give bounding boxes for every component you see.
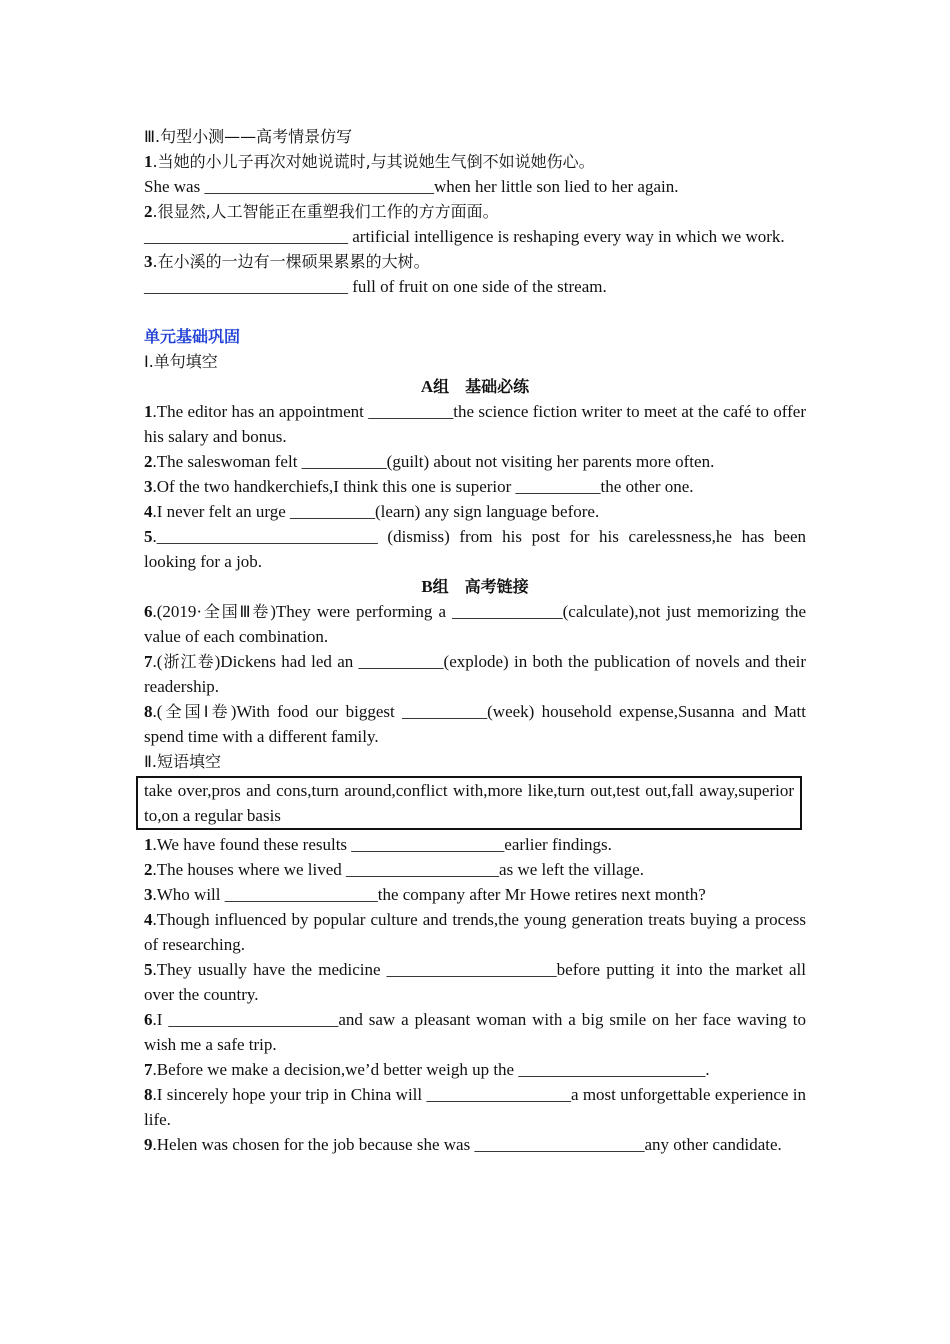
question-chinese: .在小溪的一边有一棵硕果累累的大树。: [152, 252, 430, 271]
b-item-6: [144, 599, 806, 649]
group-label: 组 高考链接: [432, 577, 529, 596]
item-number: 3: [144, 885, 153, 904]
item-number: 8: [144, 702, 153, 721]
item-text: .I never felt an urge __________(learn) any sign language before.: [152, 502, 600, 521]
worksheet-content: [144, 124, 806, 1157]
group-letter: A: [420, 377, 434, 396]
item-text: .The saleswoman felt __________(guilt) about not visiting her parents more often.: [152, 452, 715, 471]
item-text: .__________________________ (dismiss) from his post for his carelessness,he has been looking for a job.: [144, 527, 806, 571]
item-number: 1: [144, 402, 153, 421]
item-source: 全国Ⅰ卷: [162, 702, 231, 721]
item-text: .I ____________________and saw a pleasant woman with a big smile on her face waving to wish me a safe trip.: [144, 1010, 806, 1054]
item-number: 7: [144, 652, 153, 671]
item-number: 2: [144, 860, 153, 879]
s3-question-3: [144, 249, 806, 274]
b-item-8: [144, 699, 806, 749]
item-prefix: .(: [152, 702, 163, 721]
p2-item-3: [144, 882, 806, 907]
item-text: .Before we make a decision,we’d better weigh up the ______________________.: [152, 1060, 710, 1079]
b-item-7: [144, 649, 806, 699]
s3-answer-line-3: ________________________ full of fruit on one side of the stream.: [144, 277, 607, 296]
item-number: 5: [144, 960, 153, 979]
item-source: 全国Ⅲ卷: [202, 602, 271, 621]
section-3-heading: Ⅲ.句型小测——高考情景仿写: [144, 127, 353, 146]
p2-item-8: [144, 1082, 806, 1132]
a-item-5: [144, 524, 806, 574]
a-item-3: [144, 474, 806, 499]
item-text: .Of the two handkerchiefs,I think this one is superior __________the other one.: [152, 477, 694, 496]
phrase-word-box: take over,pros and cons,turn around,conflict with,more like,turn out,test out,fall away,superior to,on a regular basis: [136, 776, 802, 830]
item-number: 9: [144, 1135, 153, 1154]
item-number: 5: [144, 527, 153, 546]
item-number: 8: [144, 1085, 153, 1104]
unit-heading: 单元基础巩固: [144, 327, 241, 346]
p2-item-5: [144, 957, 806, 1007]
item-text: .We have found these results __________________earlier findings.: [152, 835, 612, 854]
item-text: .Helen was chosen for the job because she was ____________________any other candidate.: [152, 1135, 782, 1154]
item-number: 4: [144, 502, 153, 521]
a-item-1: [144, 399, 806, 449]
group-label: 组 基础必练: [433, 377, 530, 396]
item-text: .The houses where we lived __________________as we left the village.: [152, 860, 644, 879]
part-2-heading: Ⅱ.短语填空: [144, 752, 221, 771]
item-text: )With food our biggest __________(week) household expense,Susanna and Matt spend time with a different family.: [144, 702, 806, 746]
s3-answer-line-2: ________________________ artificial intelligence is reshaping every way in which we work.: [144, 227, 785, 246]
group-a-heading: [144, 374, 806, 399]
p2-item-9: [144, 1132, 806, 1157]
question-number: 1: [144, 152, 153, 171]
p2-item-2: [144, 857, 806, 882]
a-item-2: [144, 449, 806, 474]
item-text: .Who will __________________the company after Mr Howe retires next month?: [152, 885, 706, 904]
item-prefix: .(2019·: [152, 602, 203, 621]
item-text: .I sincerely hope your trip in China will _________________a most unforgettable experience in life.: [144, 1085, 806, 1129]
item-text: )Dickens had led an __________(explode) in both the publication of novels and their readership.: [144, 652, 806, 696]
question-chinese: .当她的小儿子再次对她说谎时,与其说她生气倒不如说她伤心。: [152, 152, 595, 171]
item-number: 7: [144, 1060, 153, 1079]
p2-item-4: [144, 907, 806, 957]
part-1-heading: I.单句填空: [144, 352, 218, 371]
s3-question-2: [144, 199, 806, 224]
item-number: 2: [144, 452, 153, 471]
item-text: .They usually have the medicine ____________________before putting it into the market all over the country.: [144, 960, 806, 1004]
item-prefix: .(: [152, 652, 163, 671]
s3-question-1: [144, 149, 806, 174]
p2-item-6: [144, 1007, 806, 1057]
item-text: .The editor has an appointment __________the science fiction writer to meet at the café to offer his salary and bonus.: [144, 402, 806, 446]
question-chinese: .很显然,人工智能正在重塑我们工作的方方面面。: [152, 202, 499, 221]
group-letter: B: [421, 577, 433, 596]
question-number: 2: [144, 202, 153, 221]
item-text: .Though influenced by popular culture and trends,the young generation treats buying a process of researching.: [144, 910, 806, 954]
question-number: 3: [144, 252, 153, 271]
a-item-4: [144, 499, 806, 524]
group-b-heading: [144, 574, 806, 599]
s3-answer-line-1: She was ___________________________when her little son lied to her again.: [144, 177, 679, 196]
p2-item-7: [144, 1057, 806, 1082]
item-number: 6: [144, 602, 153, 621]
item-number: 6: [144, 1010, 153, 1029]
item-text: )They were performing a _____________(calculate),not just memorizing the value of each combination.: [144, 602, 806, 646]
p2-item-1: [144, 832, 806, 857]
item-number: 1: [144, 835, 153, 854]
item-number: 4: [144, 910, 153, 929]
item-number: 3: [144, 477, 153, 496]
item-source: 浙江卷: [162, 652, 215, 671]
